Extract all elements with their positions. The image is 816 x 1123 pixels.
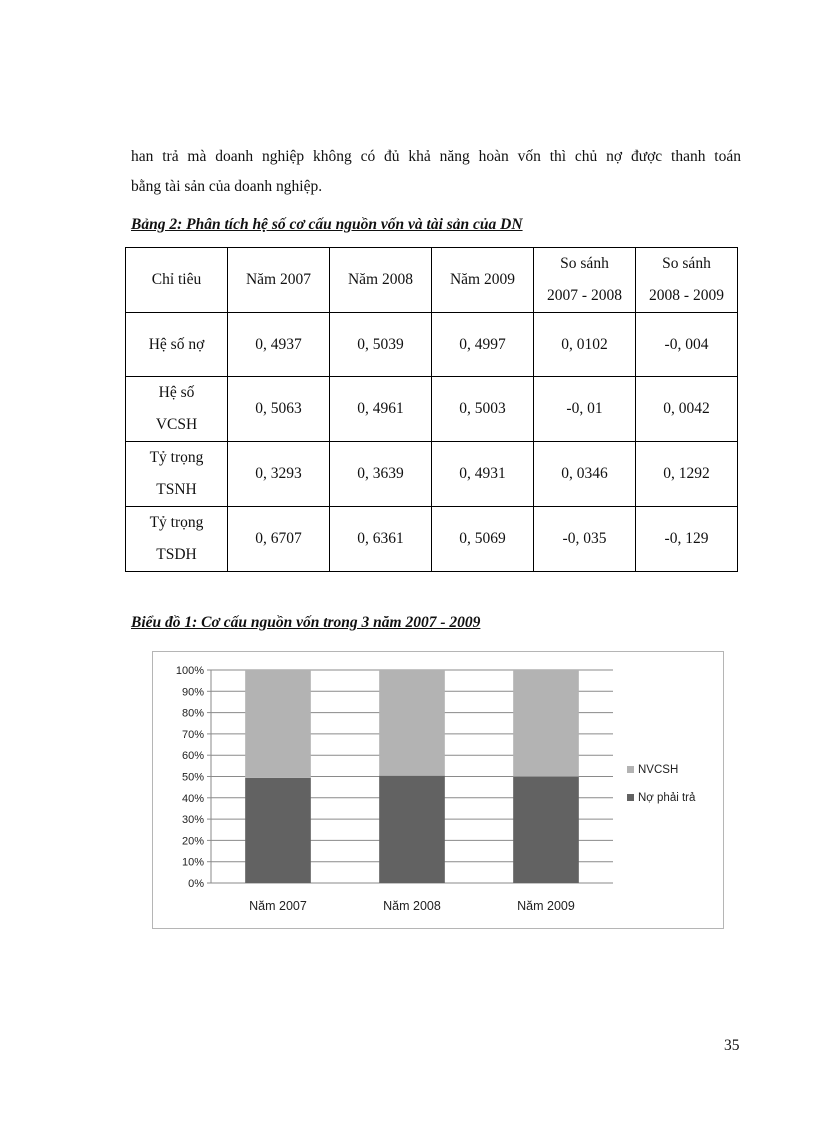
row-label-line-2: VCSH [155,416,198,433]
y-tick-label: 100% [175,665,204,677]
cell-2008: 0, 5039 [330,313,432,377]
header-compare-2008-2009 [636,248,738,313]
cell-2008: 0, 6361 [330,507,432,572]
header-compare-period: 2007 - 2008 [547,287,622,304]
y-tick-label: 70% [181,728,204,741]
cell-2007: 0, 5063 [228,377,330,442]
chart-canvas [153,652,723,928]
row-label-line-2: TSDH [156,546,197,563]
x-tick-label: Năm 2008 [383,899,441,913]
header-year-2009: Năm 2009 [432,248,534,313]
bar-debt [245,778,311,883]
cell-2009: 0, 5069 [432,507,534,572]
body-paragraph [131,142,741,202]
y-tick-label: 30% [181,814,204,827]
row-label [126,507,228,572]
bar-equity [245,670,311,778]
legend-label: Nợ phải trả [638,792,696,804]
header-compare-period: 2008 - 2009 [649,287,724,304]
header-compare-2007-2008 [534,248,636,313]
table-row [126,313,738,377]
chart-caption: Biểu đồ 1: Cơ cấu nguồn vốn trong 3 năm 2007 - 2009 [131,614,481,631]
analysis-table [125,247,738,572]
legend-swatch [627,766,634,773]
bar-debt [379,776,445,883]
legend-label: NVCSH [638,764,679,776]
header-indicator: Chỉ tiêu [126,248,228,313]
cell-2008: 0, 3639 [330,442,432,507]
cell-compare-2008-2009: -0, 129 [636,507,738,572]
row-label-line-2: TSNH [156,481,197,498]
cell-2008: 0, 4961 [330,377,432,442]
row-label [126,313,228,377]
x-tick-label: Năm 2007 [249,899,307,913]
y-tick-label: 20% [181,835,204,848]
y-tick-label: 80% [181,707,204,720]
y-tick-label: 40% [181,792,204,805]
cell-compare-2007-2008: -0, 01 [534,377,636,442]
row-label-line-1: Hệ số [158,384,195,401]
cell-2009: 0, 4931 [432,442,534,507]
y-tick-label: 60% [181,750,204,763]
header-compare-label: So sánh [662,255,711,272]
row-label [126,377,228,442]
cell-compare-2008-2009: 0, 1292 [636,442,738,507]
y-tick-label: 50% [181,771,204,784]
row-label-line-1: Tỷ trọng [149,449,204,466]
cell-compare-2007-2008: 0, 0102 [534,313,636,377]
table-row [126,507,738,572]
cell-compare-2008-2009: -0, 004 [636,313,738,377]
cell-2007: 0, 6707 [228,507,330,572]
cell-2007: 0, 4937 [228,313,330,377]
cell-2009: 0, 4997 [432,313,534,377]
cell-compare-2007-2008: 0, 0346 [534,442,636,507]
paragraph-line-1: han trả mà doanh nghiệp không có đủ khả năng hoàn vốn thì chủ nợ được thanh toán [131,148,741,165]
cell-2009: 0, 5003 [432,377,534,442]
row-label-line-1: Tỷ trọng [149,514,204,531]
y-tick-label: 10% [181,856,204,869]
header-compare-label: So sánh [560,255,609,272]
cell-2007: 0, 3293 [228,442,330,507]
cell-compare-2007-2008: -0, 035 [534,507,636,572]
header-year-2007: Năm 2007 [228,248,330,313]
row-label [126,442,228,507]
capital-structure-chart [152,651,724,929]
table-row [126,442,738,507]
table-header-row [126,248,738,313]
row-label-text: Hệ số nợ [148,335,205,353]
legend-swatch [627,794,634,801]
bar-equity [513,670,579,777]
header-year-2008: Năm 2008 [330,248,432,313]
y-tick-label: 90% [181,686,204,699]
y-tick-label: 0% [188,878,204,890]
table-caption: Bảng 2: Phân tích hệ số cơ cấu nguồn vốn và tài sản của DN [131,216,523,233]
cell-compare-2008-2009: 0, 0042 [636,377,738,442]
bar-equity [379,670,445,776]
x-tick-label: Năm 2009 [517,899,575,913]
table-row [126,377,738,442]
paragraph-line-2: bằng tài sản của doanh nghiệp. [131,178,323,195]
bar-debt [513,777,579,883]
page-number: 35 [724,1037,740,1054]
